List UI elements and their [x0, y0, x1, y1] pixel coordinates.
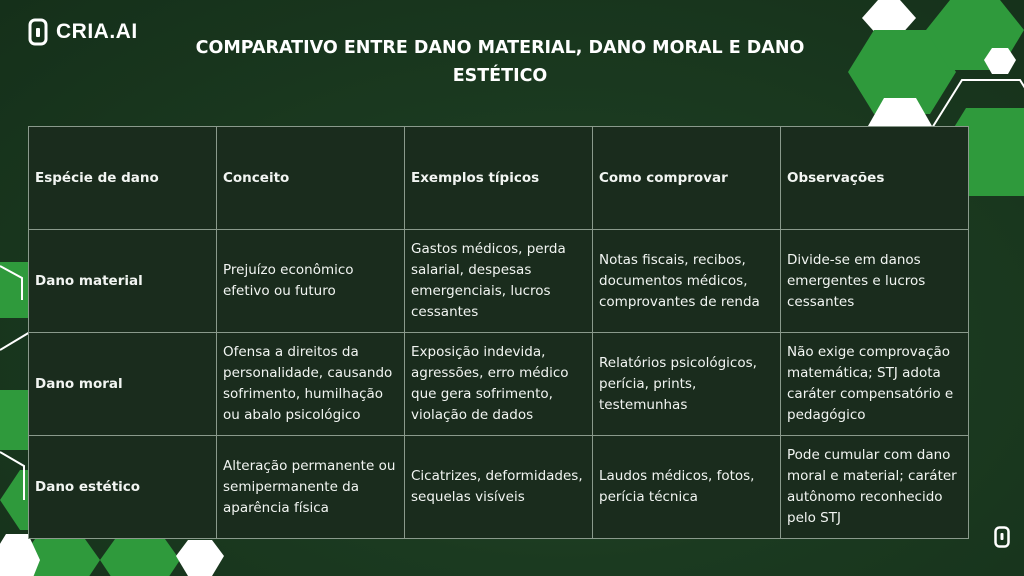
table-cell: Exposição indevida, agressões, erro médico que gera sofrimento, violação de dados [405, 333, 593, 436]
brand-name: CRIA.AI [56, 20, 138, 43]
hexagon-shape [0, 534, 40, 576]
table-cell: Ofensa a direitos da personalidade, causando sofrimento, humilhação ou abalo psicológico [217, 333, 405, 436]
table-cell: Alteração permanente ou semipermanente da aparência física [217, 436, 405, 539]
row-header: Dano moral [29, 333, 217, 436]
table-row [29, 436, 969, 539]
row-header: Dano material [29, 230, 217, 333]
column-header: Conceito [217, 127, 405, 230]
column-header: Exemplos típicos [405, 127, 593, 230]
comparison-table [28, 126, 969, 539]
table-cell: Prejuízo econômico efetivo ou futuro [217, 230, 405, 333]
table-cell: Pode cumular com dano moral e material; caráter autônomo reconhecido pelo STJ [781, 436, 969, 539]
hexagon-shape [0, 262, 30, 318]
table-header-row [29, 127, 969, 230]
table-row [29, 230, 969, 333]
table-cell: Laudos médicos, fotos, perícia técnica [593, 436, 781, 539]
table-cell: Relatórios psicológicos, perícia, prints, testemunhas [593, 333, 781, 436]
brand-logo [28, 18, 138, 46]
hexagon-shape [0, 390, 28, 450]
cria-logo-icon [28, 18, 48, 46]
table-cell: Gastos médicos, perda salarial, despesas emergenciais, lucros cessantes [405, 230, 593, 333]
table-cell: Divide-se em danos emergentes e lucros cessantes [781, 230, 969, 333]
row-header: Dano estético [29, 436, 217, 539]
page-title: COMPARATIVO ENTRE DANO MATERIAL, DANO MORAL E DANO ESTÉTICO [195, 38, 805, 86]
column-header: Espécie de dano [29, 127, 217, 230]
table-cell: Não exige comprovação matemática; STJ adota caráter compensatório e pedagógico [781, 333, 969, 436]
column-header: Observações [781, 127, 969, 230]
table-row [29, 333, 969, 436]
cria-corner-icon [994, 526, 1010, 548]
table-cell: Notas fiscais, recibos, documentos médicos, comprovantes de renda [593, 230, 781, 333]
hexagon-shape [176, 540, 224, 576]
column-header: Como comprovar [593, 127, 781, 230]
table-cell: Cicatrizes, deformidades, sequelas visíveis [405, 436, 593, 539]
